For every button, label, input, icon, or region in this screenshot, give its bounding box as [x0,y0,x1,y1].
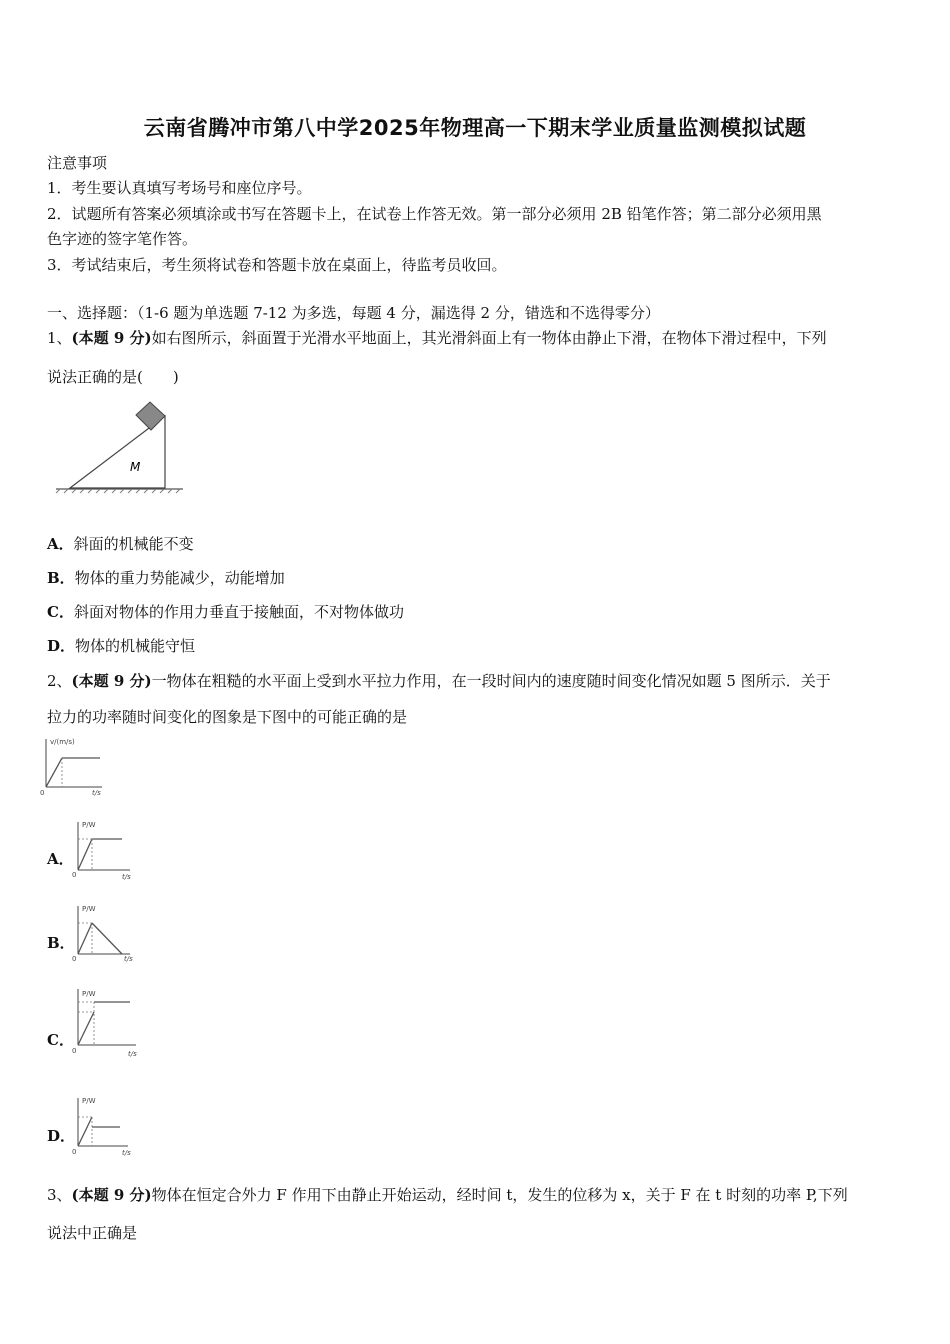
question-3-stem-line-1 [47,1184,848,1205]
section-heading: 一、选择题：（1-6 题为单选题 7-12 为多选，每题 4 分，漏选得 2 分，错选和不选得零分） [47,304,660,322]
question-1-stem-line-2: 说法正确的是( ) [47,368,179,386]
option-a-power-graph [72,818,152,882]
page-title: 云南省腾冲市第八中学2025年物理高一下期末学业质量监测模拟试题 [143,116,807,140]
option-d-ylabel: P/W [82,1097,96,1105]
option-a-xlabel: t/s [122,873,131,881]
question-2-option-a-letter: A． [47,850,74,868]
option-c-xlabel: t/s [128,1050,137,1058]
question-2-stem-text: 一物体在粗糙的水平面上受到水平拉力作用，在一段时间内的速度随时间变化情况如题 5 图所示．关于 [151,672,831,690]
velocity-time-graph [40,735,120,797]
question-2-number: 2、 [47,672,72,690]
question-2-option-d-letter: D． [47,1127,76,1145]
notice-item-2-line-1: 2．试题所有答案必须填涂或书写在答题卡上，在试卷上作答无效。第一部分必须用 2B 铅笔作答；第二部分必须用黑 [47,205,822,223]
option-b-power-graph [72,902,152,966]
vt-xlabel: t/s [92,789,101,797]
question-1-number: 1、 [47,329,72,347]
question-1-option-a: A．斜面的机械能不变 [47,535,194,553]
incline-figure [50,392,190,494]
question-1-stem-text: 如右图所示，斜面置于光滑水平地面上，其光滑斜面上有一物体由静止下滑，在物体下滑过程中，下列 [151,329,827,347]
option-b-origin: 0 [72,955,77,963]
question-2-option-c-letter: C． [47,1031,74,1049]
question-1-score: (本题 9 分) [71,329,152,347]
option-b-xlabel: t/s [124,955,133,963]
notice-heading: 注意事项 [47,154,108,172]
wedge-mass-label: M [130,460,141,474]
question-2-stem-line-2: 拉力的功率随时间变化的图象是下图中的可能正确的是 [47,708,408,726]
option-d-origin: 0 [72,1148,77,1156]
vt-ylabel: v/(m/s) [50,738,75,746]
question-1-option-b: B．物体的重力势能减少，动能增加 [47,569,285,587]
question-3-number: 3、 [47,1186,72,1204]
question-1-option-d: D．物体的机械能守恒 [47,637,196,655]
question-3-stem-line-2: 说法中正确是 [47,1224,138,1242]
vt-origin: 0 [40,789,45,797]
question-3-score: (本题 9 分) [71,1186,152,1204]
option-c-ylabel: P/W [82,990,96,998]
option-a-ylabel: P/W [82,821,96,829]
question-2-score: (本题 9 分) [71,672,152,690]
notice-item-1: 1．考生要认真填写考场号和座位序号。 [47,179,312,197]
question-1-option-c: C．斜面对物体的作用力垂直于接触面，不对物体做功 [47,603,404,621]
notice-item-3: 3．考试结束后，考生须将试卷和答题卡放在桌面上，待监考员收回。 [47,256,507,274]
option-d-power-graph [72,1094,152,1158]
question-2-option-b-letter: B． [47,934,75,952]
notice-item-2-line-2: 色字迹的签字笔作答。 [47,230,198,248]
sliding-block [136,402,165,430]
question-1-stem-line-1 [47,327,827,348]
option-b-ylabel: P/W [82,905,96,913]
option-c-origin: 0 [72,1047,77,1055]
option-a-origin: 0 [72,871,77,879]
option-c-power-graph [72,985,152,1063]
option-d-xlabel: t/s [122,1149,131,1157]
question-3-stem-text: 物体在恒定合外力 F 作用下由静止开始运动，经时间 t，发生的位移为 x，关于 F 在 t 时刻的功率 P,下列 [151,1186,848,1204]
question-2-stem-line-1 [47,670,831,691]
